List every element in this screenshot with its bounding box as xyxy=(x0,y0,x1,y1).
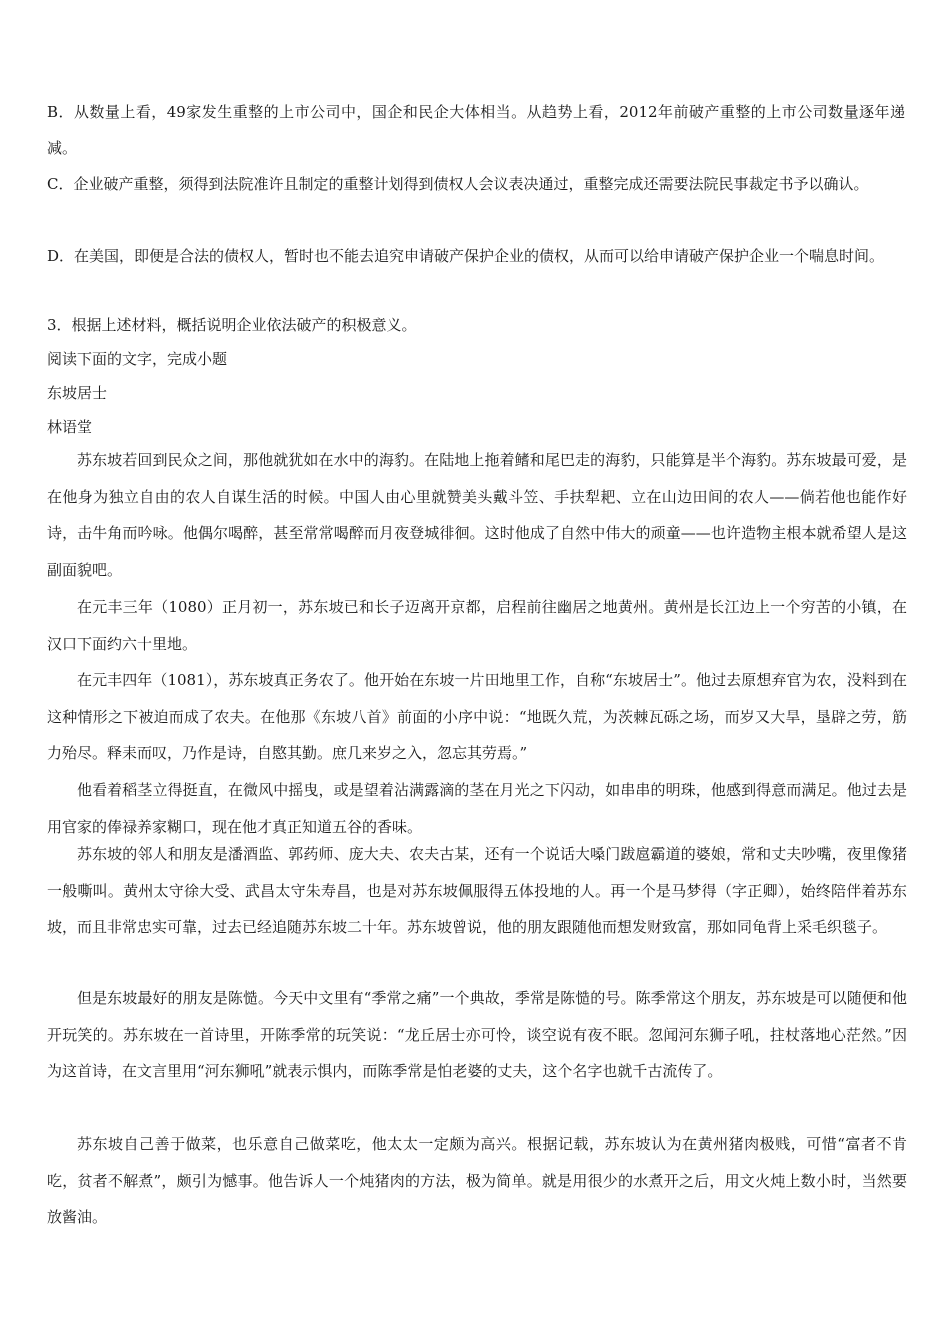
option-b: B．从数量上看，49家发生重整的上市公司中，国企和民企大体相当。从趋势上看，2012年前破产重整的上市公司数量逐年递减。 xyxy=(47,103,905,157)
article-title: 东坡居士 xyxy=(47,384,108,402)
article-paragraph-3: 在元丰四年（1081），苏东坡真正务农了。他开始在东坡一片田地里工作，自称“东坡居士”。他过去原想弃官为农，没料到在这种情形之下被迫而成了农夫。在他那《东坡八首》前面的小序中说：“地既久荒，为茨棘瓦砾之场，而岁又大旱，垦辟之劳，筋力殆尽。释耒而叹，乃作是诗，自愍其勤。庶几来岁之入，忽忘其劳焉。” xyxy=(47,671,907,762)
article-paragraph-2: 在元丰三年（1080）正月初一，苏东坡已和长子迈离开京都，启程前往幽居之地黄州。黄州是长江边上一个穷苦的小镇，在汉口下面约六十里地。 xyxy=(47,598,907,653)
article-paragraph-7: 苏东坡自己善于做菜，也乐意自己做菜吃，他太太一定颇为高兴。根据记载，苏东坡认为在黄州猪肉极贱，可惜“富者不肯吃，贫者不解煮”，颇引为憾事。他告诉人一个炖猪肉的方法，极为简单。就是用很少的水煮开之后，用文火炖上数小时，当然要放酱油。 xyxy=(47,1135,907,1226)
article-paragraph-4: 他看着稻茎立得挺直，在微风中摇曳，或是望着沾满露滴的茎在月光之下闪动，如串串的明珠，他感到得意而满足。他过去是用官家的俸禄养家糊口，现在他才真正知道五谷的香味。 xyxy=(47,781,907,836)
article-paragraph-1: 苏东坡若回到民众之间，那他就犹如在水中的海豹。在陆地上拖着鳍和尾巴走的海豹，只能算是半个海豹。苏东坡最可爱，是在他身为独立自由的农人自谋生活的时候。中国人由心里就赞美头戴斗笠、手扶犁耙、立在山边田间的农人——倘若他也能作好诗，击牛角而吟咏。他偶尔喝醉，甚至常常喝醉而月夜登城徘徊。这时他成了自然中伟大的顽童——也许造物主根本就希望人是这副面貌吧。 xyxy=(47,451,907,579)
question-3: 3．根据上述材料，概括说明企业依法破产的积极意义。 xyxy=(47,316,417,334)
article-author: 林语堂 xyxy=(47,418,93,436)
article-paragraph-6: 但是东坡最好的朋友是陈慥。今天中文里有“季常之痛”一个典故，季常是陈慥的号。陈季常这个朋友，苏东坡是可以随便和他开玩笑的。苏东坡在一首诗里，开陈季常的玩笑说：“龙丘居士亦可怜，谈空说有夜不眠。忽闻河东狮子吼，拄杖落地心茫然。”因为这首诗，在文言里用“河东狮吼”就表示惧内，而陈季常是怕老婆的丈夫，这个名字也就千古流传了。 xyxy=(47,989,907,1080)
reading-instruction: 阅读下面的文字，完成小题 xyxy=(47,350,228,368)
option-c: C．企业破产重整，须得到法院准许且制定的重整计划得到债权人会议表决通过，重整完成还需要法院民事裁定书予以确认。 xyxy=(47,175,869,193)
article-paragraph-5: 苏东坡的邻人和朋友是潘酒监、郭药师、庞大夫、农夫古某，还有一个说话大嗓门跋扈霸道的婆娘，常和丈夫吵嘴，夜里像猪一般嘶叫。黄州太守徐大受、武昌太守朱寿昌，也是对苏东坡佩服得五体投地的人。再一个是马梦得（字正卿），始终陪伴着苏东坡，而且非常忠实可靠，过去已经追随苏东坡二十年。苏东坡曾说，他的朋友跟随他而想发财致富，那如同龟背上采毛织毯子。 xyxy=(47,845,907,936)
option-d: D．在美国，即便是合法的债权人，暂时也不能去追究申请破产保护企业的债权，从而可以给申请破产保护企业一个喘息时间。 xyxy=(47,247,885,265)
